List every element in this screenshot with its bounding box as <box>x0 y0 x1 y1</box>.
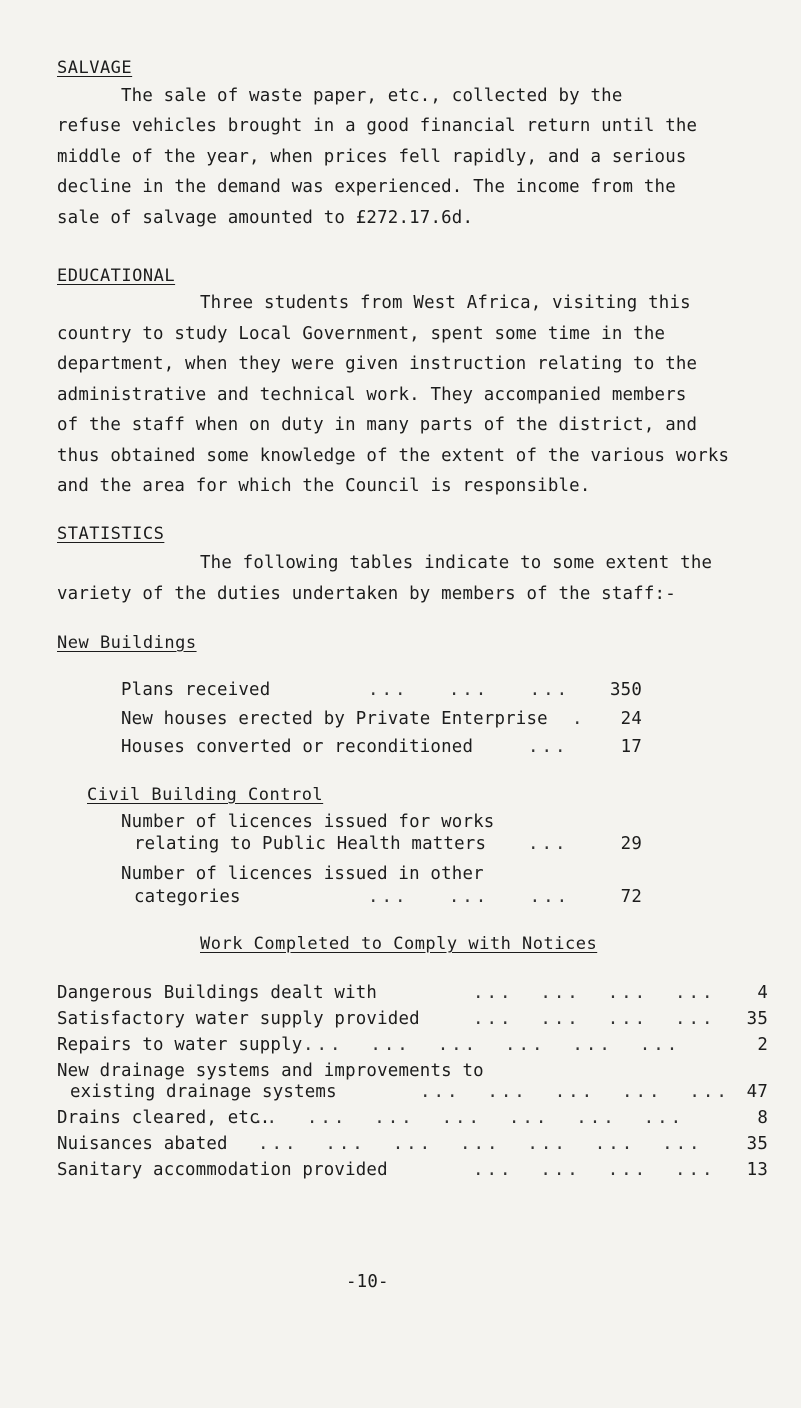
new-buildings-row-dots: . <box>572 709 586 729</box>
work-row-dots: .. ... ... ... ... ... ... <box>253 1108 685 1128</box>
work-row-label-line: Dangerous Buildings dealt with <box>57 983 378 1003</box>
new-buildings-row-dots: ... <box>528 737 569 757</box>
new-buildings-row-value: 350 <box>609 680 642 700</box>
work-row-dots: ... ... ... ... ... ... ... <box>258 1134 703 1154</box>
civil-row-value: 29 <box>620 834 642 854</box>
educational-line-7: and the area for which the Council is responsible. <box>57 476 591 496</box>
new-buildings-row-value: 17 <box>620 737 642 757</box>
work-row-value: 35 <box>746 1134 768 1154</box>
work-row-dots: ... ... ... ... <box>473 1160 716 1180</box>
work-row-label-line: Nuisances abated <box>57 1134 228 1154</box>
civil-row-dots: ... ... ... <box>368 887 571 907</box>
civil-row-label-line: Number of licences issued for works <box>121 812 495 832</box>
salvage-line-4: decline in the demand was experienced. The income from the <box>57 177 676 197</box>
civil-row-label-line: Number of licences issued in other <box>121 864 484 884</box>
page-number: -10- <box>346 1272 389 1292</box>
salvage-line-1: The sale of waste paper, etc., collected by the <box>121 86 623 106</box>
work-completed-heading: Work Completed to Comply with Notices <box>200 934 598 954</box>
educational-heading: EDUCATIONAL <box>57 266 176 286</box>
salvage-line-5: sale of salvage amounted to £272.17.6d. <box>57 208 474 228</box>
work-row-label-line: existing drainage systems <box>70 1082 337 1102</box>
salvage-line-3: middle of the year, when prices fell rapidly, and a serious <box>57 147 687 167</box>
work-row-label-line: New drainage systems and improvements to <box>57 1061 484 1081</box>
new-buildings-row-label: New houses erected by Private Enterprise <box>121 709 548 729</box>
educational-line-6: thus obtained some knowledge of the extent of the various works <box>57 446 730 466</box>
work-row-value: 8 <box>757 1108 768 1128</box>
educational-line-1: Three students from West Africa, visiting this <box>200 293 691 313</box>
new-buildings-heading: New Buildings <box>57 633 197 653</box>
work-row-value: 2 <box>757 1035 768 1055</box>
work-row-label-line: Sanitary accommodation provided <box>57 1160 388 1180</box>
salvage-line-2: refuse vehicles brought in a good financial return until the <box>57 116 698 136</box>
statistics-line-2: variety of the duties undertaken by members of the staff:- <box>57 584 676 604</box>
work-row-value: 13 <box>746 1160 768 1180</box>
educational-line-3: department, when they were given instruction relating to the <box>57 354 698 374</box>
statistics-heading: STATISTICS <box>57 524 165 544</box>
new-buildings-row-dots: ... ... ... <box>368 680 571 700</box>
work-row-value: 47 <box>746 1082 768 1102</box>
work-row-value: 4 <box>757 983 768 1003</box>
work-row-label-line: Repairs to water supply <box>57 1035 303 1055</box>
new-buildings-row-label: Houses converted or reconditioned <box>121 737 474 757</box>
work-row-dots: ... ... ... ... <box>473 983 716 1003</box>
civil-row-value: 72 <box>620 887 642 907</box>
work-row-value: 35 <box>746 1009 768 1029</box>
statistics-line-1: The following tables indicate to some extent the <box>200 553 713 573</box>
educational-line-4: administrative and technical work. They accompanied members <box>57 385 687 405</box>
civil-row-label-line: relating to Public Health matters <box>134 834 487 854</box>
work-row-label-line: Drains cleared, etc. <box>57 1108 271 1128</box>
new-buildings-row-label: Plans received <box>121 680 271 700</box>
civil-row-label-line: categories <box>134 887 241 907</box>
salvage-heading: SALVAGE <box>57 58 133 78</box>
civil-building-control-heading: Civil Building Control <box>87 785 324 805</box>
work-row-dots: ... ... ... ... ... <box>420 1082 730 1102</box>
work-row-label-line: Satisfactory water supply provided <box>57 1009 420 1029</box>
civil-row-dots: ... <box>528 834 569 854</box>
educational-line-2: country to study Local Government, spent some time in the <box>57 324 666 344</box>
educational-line-5: of the staff when on duty in many parts of the district, and <box>57 415 698 435</box>
new-buildings-row-value: 24 <box>620 709 642 729</box>
work-row-dots: ... ... ... ... <box>473 1009 716 1029</box>
work-row-dots: ... ... ... ... ... ... <box>303 1035 681 1055</box>
